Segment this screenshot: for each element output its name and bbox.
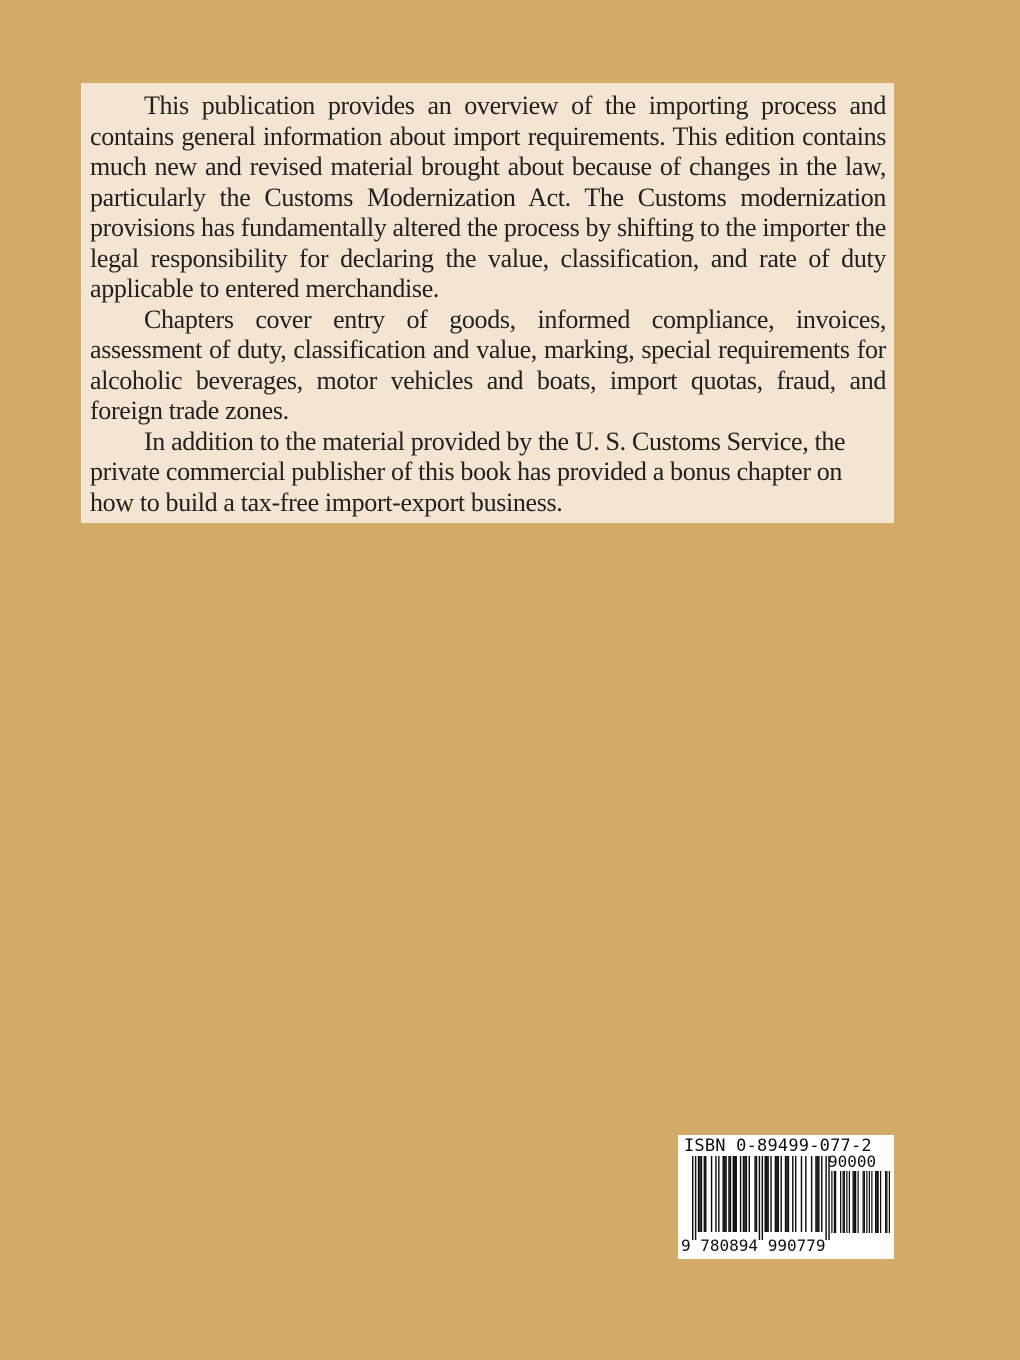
barcode-bar	[711, 1156, 712, 1232]
barcode-addon-bar	[871, 1171, 872, 1233]
barcode-bar	[762, 1156, 763, 1240]
barcode-bar	[778, 1156, 779, 1232]
barcode-addon-bar	[876, 1171, 877, 1233]
barcode-bar	[785, 1156, 786, 1232]
barcode-bar	[704, 1156, 705, 1232]
barcode-bar	[722, 1156, 723, 1232]
barcode-bar	[695, 1156, 696, 1240]
barcode-bar	[825, 1156, 826, 1240]
barcode-bar	[754, 1156, 755, 1232]
barcode-bar	[759, 1156, 760, 1240]
description-box	[81, 83, 894, 523]
barcode-bar	[724, 1156, 725, 1232]
description-paragraph-2: Chapters cover entry of goods, informed compliance, invoices, assessment of duty, classification and value, marking, special requirements for alcoholic beverages, motor vehicles and boats, import quotas, fraud, and foreign trade zones.	[90, 304, 886, 425]
barcode-addon-bar	[858, 1171, 859, 1233]
barcode-bar	[733, 1156, 734, 1232]
barcode-bar	[734, 1156, 735, 1232]
barcode-bar	[701, 1156, 702, 1232]
barcode-bar	[795, 1156, 796, 1232]
barcode-bar	[705, 1156, 706, 1232]
barcode-bar	[801, 1156, 802, 1232]
barcode-bar	[765, 1156, 766, 1232]
barcode-bar	[815, 1156, 816, 1232]
barcode-addon-bar	[853, 1171, 854, 1233]
barcode-bar	[743, 1156, 744, 1232]
barcode-addon-bar	[846, 1171, 847, 1233]
barcode-addon-bar	[889, 1171, 890, 1233]
description-paragraph-3: In addition to the material provided by the U. S. Customs Service, the private commercial publisher of this book has provided a bonus chapter on how to build a tax-free import-export business.	[90, 426, 846, 517]
barcode-bar	[780, 1156, 781, 1232]
barcode-bar	[698, 1156, 699, 1232]
barcode-addon-bar	[843, 1171, 844, 1233]
isbn-label: ISBN 0-89499-077-2	[684, 1136, 872, 1156]
barcode-addon-bar	[866, 1171, 867, 1233]
barcode-bar	[788, 1156, 789, 1232]
barcode-bar	[746, 1156, 747, 1232]
barcode-addon-bar	[849, 1171, 850, 1233]
barcode-bar	[792, 1156, 793, 1232]
barcode-addon-bar	[886, 1171, 887, 1233]
barcode-bar	[718, 1156, 719, 1232]
barcode-bar	[811, 1156, 812, 1232]
barcode-bar	[730, 1156, 731, 1232]
barcode-bar	[818, 1156, 819, 1232]
barcode-addon-digits: 90000	[828, 1152, 877, 1171]
barcode-addon-bar	[844, 1171, 845, 1233]
description-paragraph-1: This publication provides an overview of the importing process and contains general information about import requirements. This edition contains much new and revised material brought about because of changes in the law, particularly the Customs Modernization Act. The Customs modernization provisions has fundamentally altered the process by shifting to the importer the legal responsibility for declaring the value, classification, and rate of duty applicable to entered merchandise.	[90, 91, 886, 303]
barcode-bar	[767, 1156, 768, 1232]
barcode-addon-bar	[834, 1171, 835, 1233]
barcode-bar	[725, 1156, 726, 1232]
barcode-addon-bar	[855, 1171, 856, 1233]
barcode-bar	[740, 1156, 741, 1232]
barcode-addon-bar	[875, 1171, 876, 1233]
barcode-bar	[766, 1156, 767, 1232]
barcode-addon-bar	[885, 1171, 886, 1233]
barcode-bar	[786, 1156, 787, 1232]
barcode-addon-bar	[840, 1171, 841, 1233]
barcode-bar	[692, 1156, 693, 1240]
barcode-ean-digits: 9 780894 990779	[681, 1236, 826, 1255]
barcode-addon-bar	[878, 1171, 879, 1233]
barcode-bar	[736, 1156, 737, 1232]
barcode-bar	[770, 1156, 771, 1232]
barcode-addon-bar	[869, 1171, 870, 1233]
barcode-bar	[776, 1156, 777, 1232]
barcode-bar	[756, 1156, 757, 1232]
barcode-addon-bar	[880, 1171, 881, 1233]
isbn-barcode-box	[678, 1135, 894, 1259]
barcode-addon-bar	[854, 1171, 855, 1233]
barcode-bar	[744, 1156, 745, 1232]
barcode-addon-bar	[864, 1171, 865, 1233]
barcode-addon-bar	[835, 1171, 836, 1233]
barcode-addon-bar	[863, 1171, 864, 1233]
barcode-bar	[699, 1156, 700, 1232]
barcode-bar	[805, 1156, 806, 1232]
barcode-bar	[817, 1156, 818, 1232]
barcode-bar	[775, 1156, 776, 1232]
barcode-bar	[728, 1156, 729, 1232]
barcode-addon-bar	[831, 1171, 832, 1233]
barcode-bar	[749, 1156, 750, 1232]
barcode-bar	[715, 1156, 716, 1232]
barcode-bar	[821, 1156, 822, 1232]
